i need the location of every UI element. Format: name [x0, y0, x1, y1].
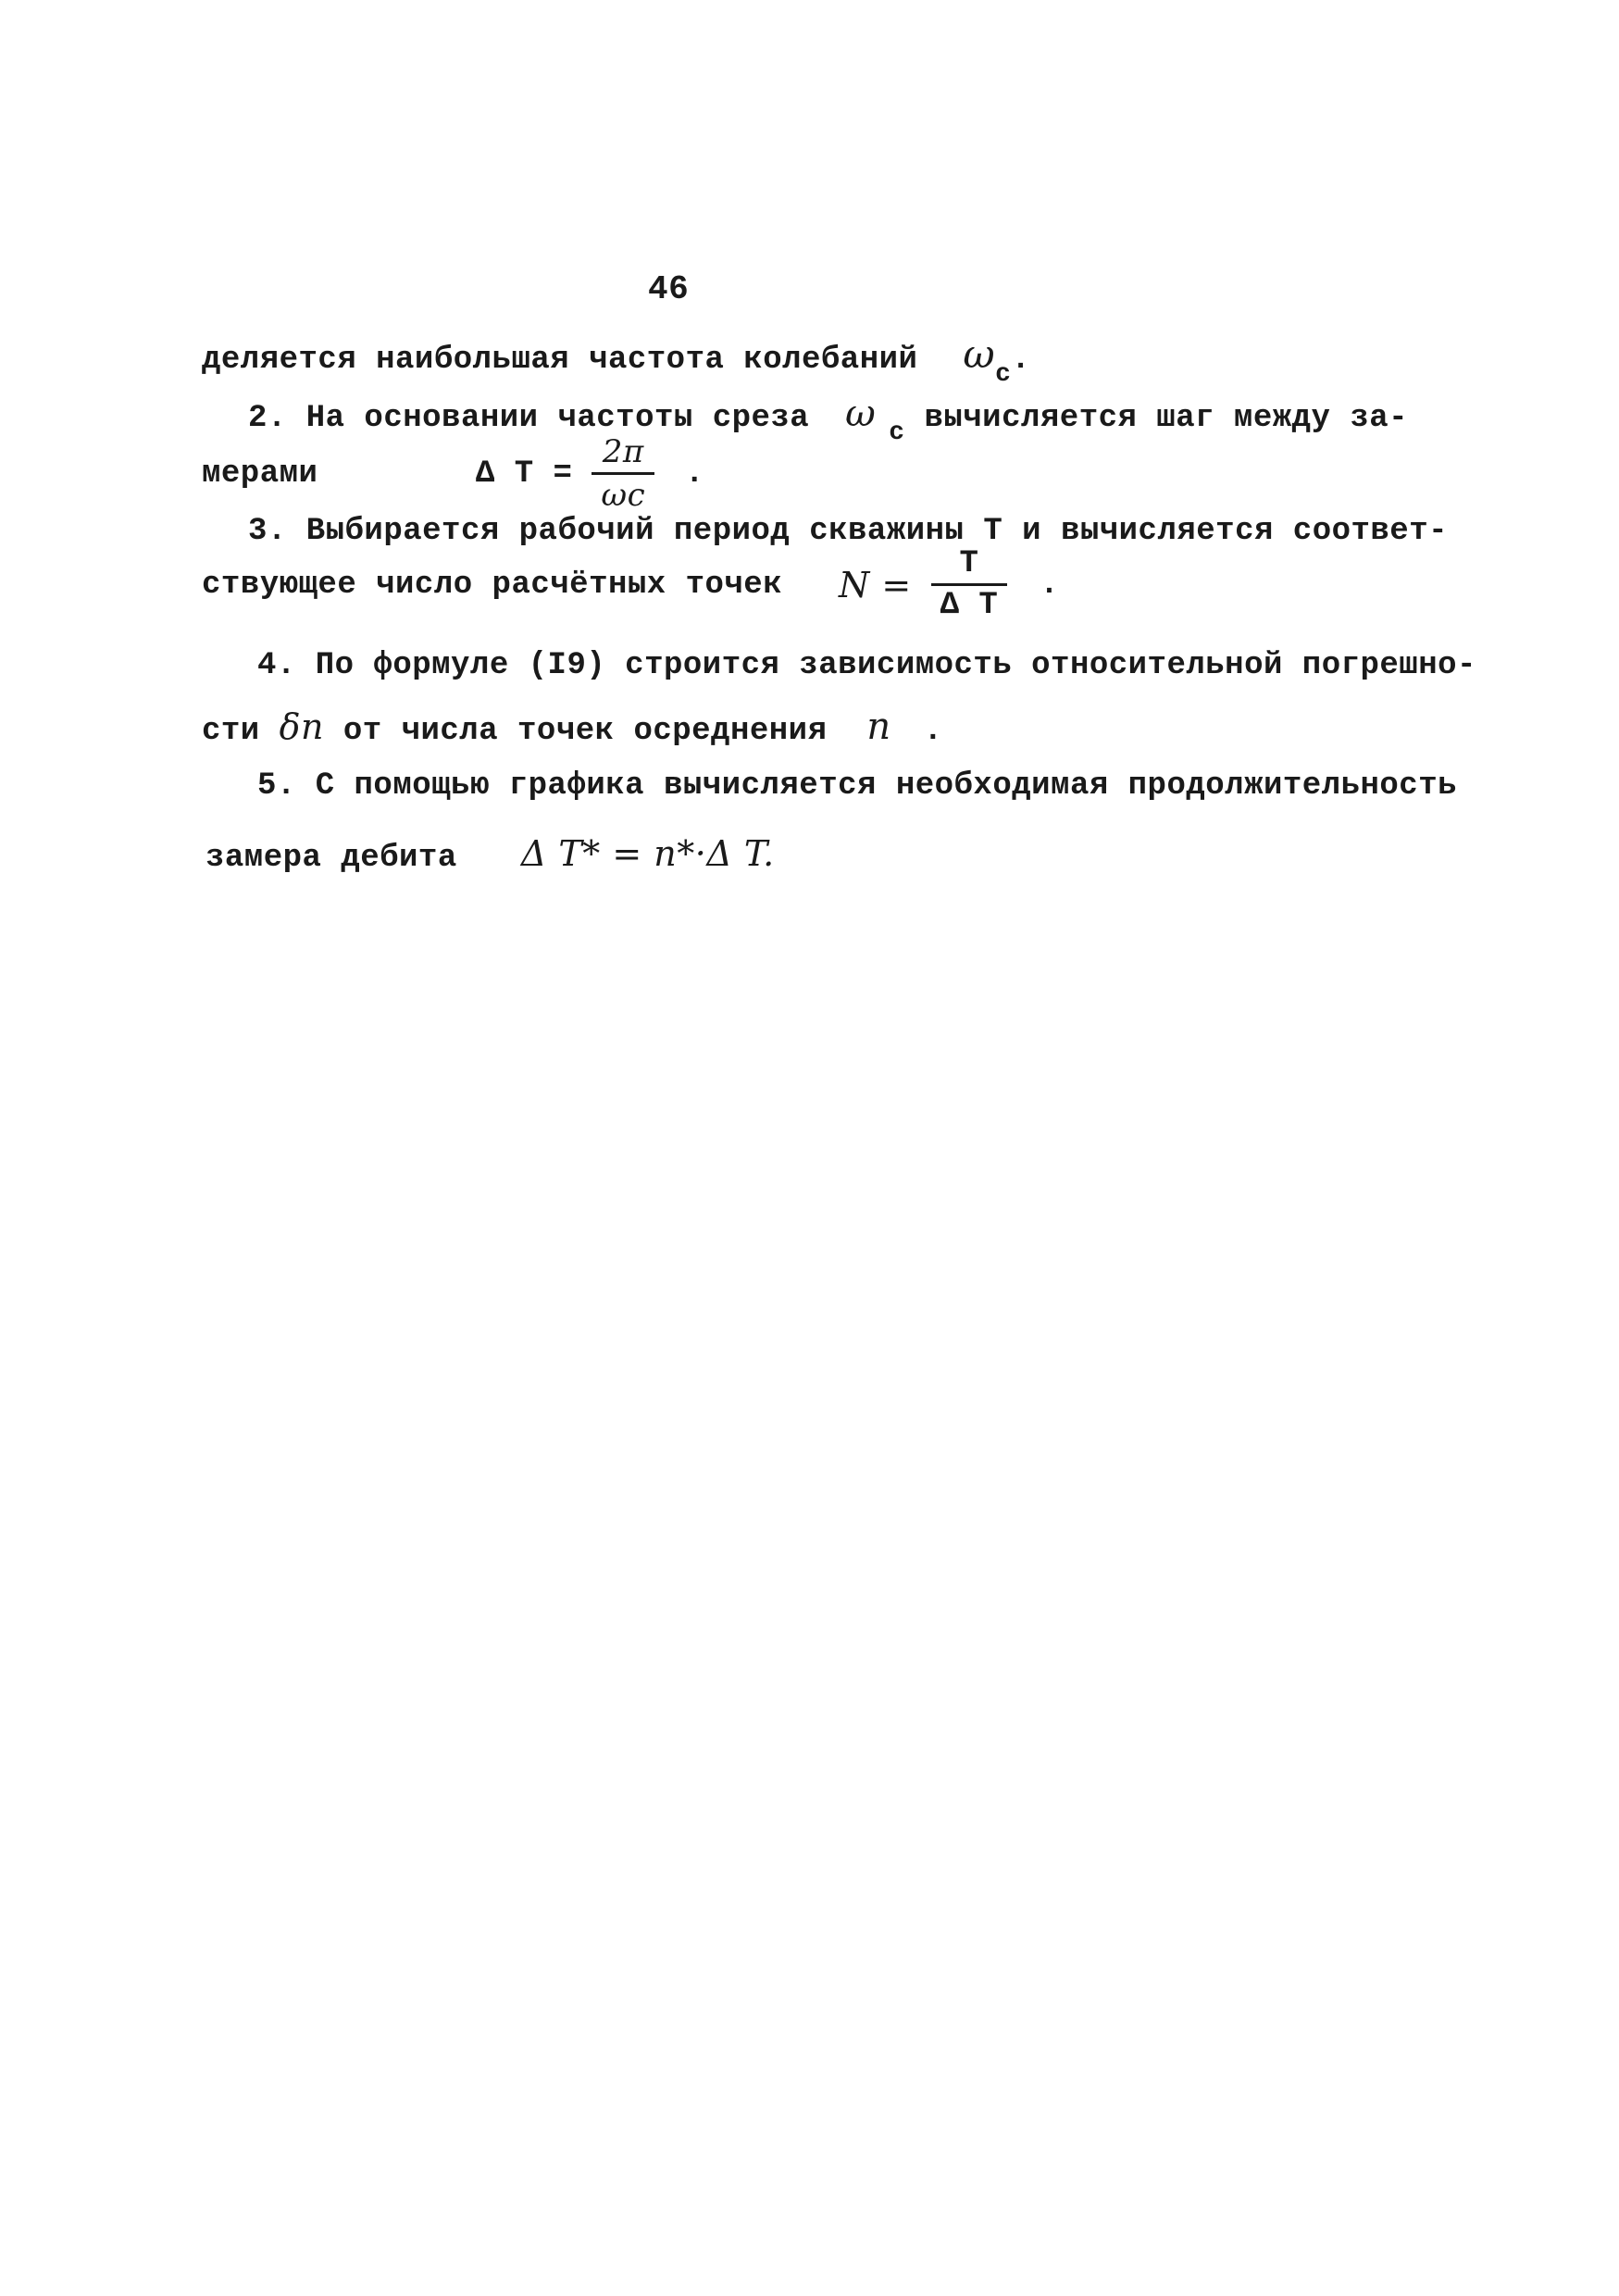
item-5-text-a: С помощью графика вычисляется необходимая продолжительность	[315, 768, 1458, 804]
item-4-number: 4.	[257, 648, 296, 683]
item-4-end: .	[923, 714, 943, 749]
item-5-cont: замера дебита	[205, 841, 457, 876]
item-4-line-1	[257, 648, 1476, 683]
item-2-cont: мерами	[202, 455, 318, 492]
item-3-line-1	[248, 514, 1448, 549]
fraction-bar	[931, 583, 1008, 586]
line1-text: деляется наибольшая частота колебаний	[202, 343, 918, 378]
item-5-line-1	[257, 768, 1457, 804]
line1-end: .	[1011, 343, 1031, 378]
omega-symbol: ω	[963, 331, 996, 377]
item-4-cont-b: от числа точек осреднения	[342, 714, 828, 749]
item-2-end: .	[685, 455, 704, 492]
n-symbol: n	[866, 705, 891, 748]
item-2-line-2	[202, 433, 704, 514]
fraction-numerator: T	[959, 546, 979, 581]
omega-subscript: c	[995, 360, 1012, 389]
item-3-end: .	[1040, 567, 1060, 603]
item-3-cont: ствующее число расчётных точек	[202, 567, 783, 603]
item-4-text-a: По формуле (I9) строится зависимость относительной погрешно-	[315, 648, 1476, 683]
item-5-line-2	[205, 833, 775, 876]
item-4-cont-a: сти	[202, 714, 260, 749]
item-4-line-2	[202, 705, 942, 749]
item-2-text-b: вычисляется шаг между за-	[924, 401, 1409, 436]
omega-symbol: ω	[845, 393, 877, 435]
item-2-line-1	[248, 393, 1409, 447]
omega-subscript: c	[889, 418, 905, 447]
fraction-n	[931, 546, 1008, 623]
item-3-lhs: N =	[839, 564, 912, 605]
item-5-formula: Δ T* = n*·Δ T.	[520, 833, 775, 874]
fraction-denominator: ωc	[601, 477, 646, 514]
item-2-number: 2.	[248, 401, 287, 436]
fraction-delta-t	[592, 433, 654, 514]
delta-n-symbol: δn	[279, 706, 324, 747]
item-3-line-2	[202, 546, 1059, 623]
paragraph-line-1	[202, 331, 1031, 389]
item-3-text-a: Выбирается рабочий период скважины T и вычисляется соответ-	[305, 514, 1449, 549]
item-2-lhs: Δ T =	[475, 455, 573, 492]
item-2-text-a: На основании частоты среза	[305, 401, 810, 436]
page-number: 46	[648, 270, 690, 308]
fraction-numerator: 2π	[602, 433, 644, 470]
fraction-denominator: Δ T	[940, 588, 999, 623]
fraction-bar	[592, 472, 654, 475]
item-3-number: 3.	[248, 514, 287, 549]
item-5-number: 5.	[257, 768, 296, 804]
